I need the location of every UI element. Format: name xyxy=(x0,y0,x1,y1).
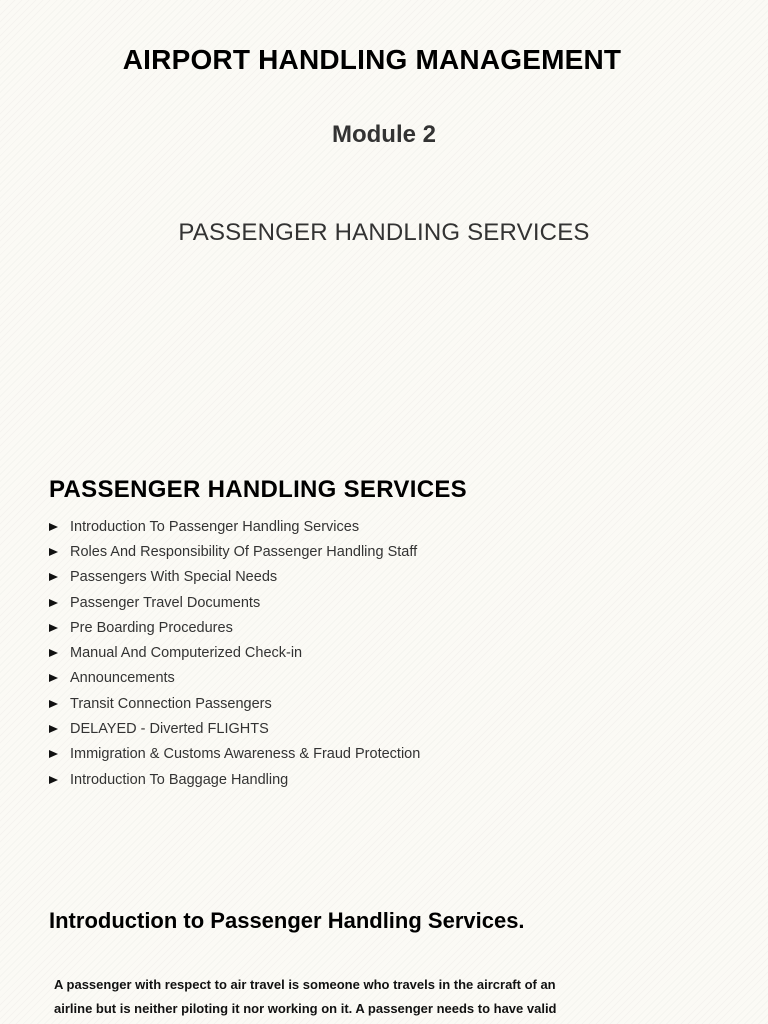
topic-list xyxy=(49,514,420,792)
triangle-bullet-icon xyxy=(49,649,58,657)
triangle-bullet-icon xyxy=(49,523,58,531)
module-label: Module 2 xyxy=(331,121,436,148)
triangle-bullet-icon xyxy=(49,750,58,758)
list-item xyxy=(49,767,420,792)
intro-slide xyxy=(0,890,768,1024)
triangle-bullet-icon xyxy=(49,700,58,708)
list-item xyxy=(49,742,420,767)
list-item-label: Immigration & Customs Awareness & Fraud Protection xyxy=(70,746,421,763)
triangle-bullet-icon xyxy=(49,548,58,556)
list-item xyxy=(49,565,420,590)
list-item-label: Introduction To Passenger Handling Services xyxy=(70,518,360,535)
list-item xyxy=(49,514,420,539)
list-item-label: DELAYED - Diverted FLIGHTS xyxy=(70,721,269,738)
intro-paragraph xyxy=(54,973,574,1021)
list-item xyxy=(49,539,420,564)
triangle-bullet-icon xyxy=(49,725,58,733)
list-item xyxy=(49,691,420,716)
contents-slide xyxy=(0,470,768,830)
triangle-bullet-icon xyxy=(49,776,58,784)
list-item-label: Transit Connection Passengers xyxy=(70,695,272,712)
intro-heading: Introduction to Passenger Handling Services. xyxy=(49,908,525,933)
list-item-label: Passenger Travel Documents xyxy=(70,594,261,611)
list-item xyxy=(49,640,420,665)
list-item-label: Pre Boarding Procedures xyxy=(70,619,233,636)
module-subtitle: PASSENGER HANDLING SERVICES xyxy=(178,219,590,246)
triangle-bullet-icon xyxy=(49,599,58,607)
list-item-label: Roles And Responsibility Of Passenger Handling Staff xyxy=(70,543,418,560)
triangle-bullet-icon xyxy=(49,674,58,682)
title-slide xyxy=(0,0,768,420)
list-item xyxy=(49,666,420,691)
triangle-bullet-icon xyxy=(49,573,58,581)
list-item xyxy=(49,590,420,615)
document-title: AIRPORT HANDLING MANAGEMENT xyxy=(122,44,622,75)
list-item-label: Passengers With Special Needs xyxy=(70,569,278,586)
list-item-label: Manual And Computerized Check-in xyxy=(70,645,303,662)
paragraph-line: airline but is neither piloting it nor working on it. A passenger needs to have valid xyxy=(54,1001,557,1016)
list-item xyxy=(49,615,420,640)
paragraph-line: A passenger with respect to air travel is someone who travels in the aircraft of an xyxy=(54,977,556,992)
contents-heading: PASSENGER HANDLING SERVICES xyxy=(49,476,467,503)
triangle-bullet-icon xyxy=(49,624,58,632)
list-item-label: Announcements xyxy=(70,670,175,687)
list-item-label: Introduction To Baggage Handling xyxy=(70,771,289,788)
list-item xyxy=(49,716,420,741)
